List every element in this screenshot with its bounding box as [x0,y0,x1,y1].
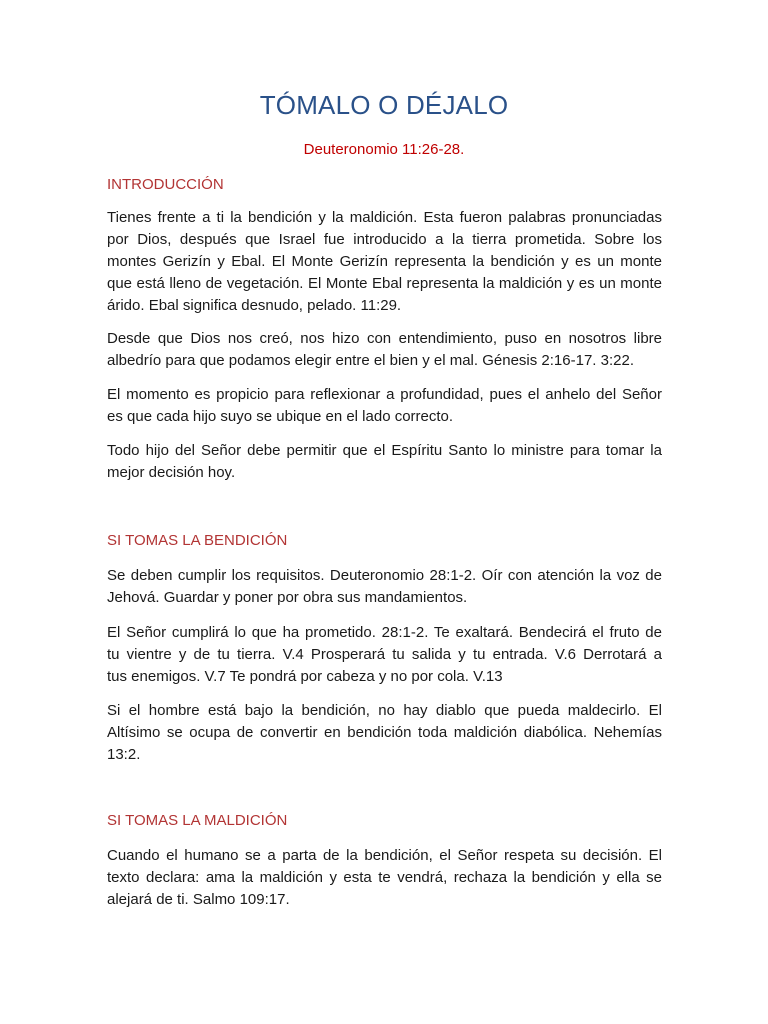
paragraph-line: alejará de ti. Salmo 109:17. [107,891,290,908]
paragraph-line: Jehová. Guardar y poner por obra sus mandamientos. [107,589,468,606]
paragraph-line: Desde que Dios nos creó, nos hizo con entendimiento, puso en nosotros libre [107,330,662,347]
paragraph-line: Si el hombre está bajo la bendición, no hay diablo que pueda maldecirlo. El [107,702,662,719]
paragraph-line: El momento es propicio para reflexionar a profundidad, pues el anhelo del Señor [107,386,662,403]
section-heading-intro: INTRODUCCIÓN [107,176,224,193]
curse-paragraph-1 [107,845,662,911]
section-heading-blessing: SI TOMAS LA BENDICIÓN [107,532,288,549]
paragraph-line: mejor decisión hoy. [107,464,236,481]
paragraph-line: por Dios, después que Israel fue introducido a la tierra prometida. Sobre los [107,231,662,248]
intro-paragraph-2 [107,328,662,372]
section-heading-curse: SI TOMAS LA MALDICIÓN [107,812,288,829]
paragraph-line: es que cada hijo suyo se ubique en el lado correcto. [107,408,454,425]
paragraph-line: Todo hijo del Señor debe permitir que el Espíritu Santo lo ministre para tomar la [107,442,662,459]
paragraph-line: 13:2. [107,746,141,763]
intro-paragraph-1 [107,207,662,317]
paragraph-line: Tienes frente a ti la bendición y la maldición. Esta fueron palabras pronunciadas [107,209,662,226]
document-title: TÓMALO O DÉJALO [259,90,509,120]
intro-paragraph-3 [107,384,662,428]
paragraph-line: El Señor cumplirá lo que ha prometido. 28:1-2. Te exaltará. Bendecirá el fruto de [107,624,662,641]
blessing-paragraph-1 [107,565,662,609]
paragraph-line: tus enemigos. V.7 Te pondrá por cabeza y no por cola. V.13 [107,668,503,685]
paragraph-line: tu vientre y de tu tierra. V.4 Prosperará tu salida y tu entrada. V.6 Derrotará a [107,646,662,663]
paragraph-line: texto declara: ama la maldición y esta te vendrá, rechaza la bendición y ella se [107,869,662,886]
intro-paragraph-4 [107,440,662,484]
paragraph-line: Cuando el humano se a parta de la bendición, el Señor respeta su decisión. El [107,847,662,864]
blessing-paragraph-2 [107,622,662,688]
paragraph-line: que está lleno de vegetación. El Monte Ebal representa la maldición y es un monte [107,275,662,292]
paragraph-line: Altísimo se ocupa de convertir en bendición toda maldición diabólica. Nehemías [107,724,662,741]
scripture-reference: Deuteronomio 11:26-28. [303,141,465,158]
paragraph-line: albedrío para que podamos elegir entre el bien y el mal. Génesis 2:16-17. 3:22. [107,352,634,369]
paragraph-line: Se deben cumplir los requisitos. Deuteronomio 28:1-2. Oír con atención la voz de [107,567,662,584]
paragraph-line: montes Gerizín y Ebal. El Monte Gerizín representa la bendición y es un monte [107,253,662,270]
paragraph-line: árido. Ebal significa desnudo, pelado. 11:29. [107,297,402,314]
blessing-paragraph-3 [107,700,662,766]
